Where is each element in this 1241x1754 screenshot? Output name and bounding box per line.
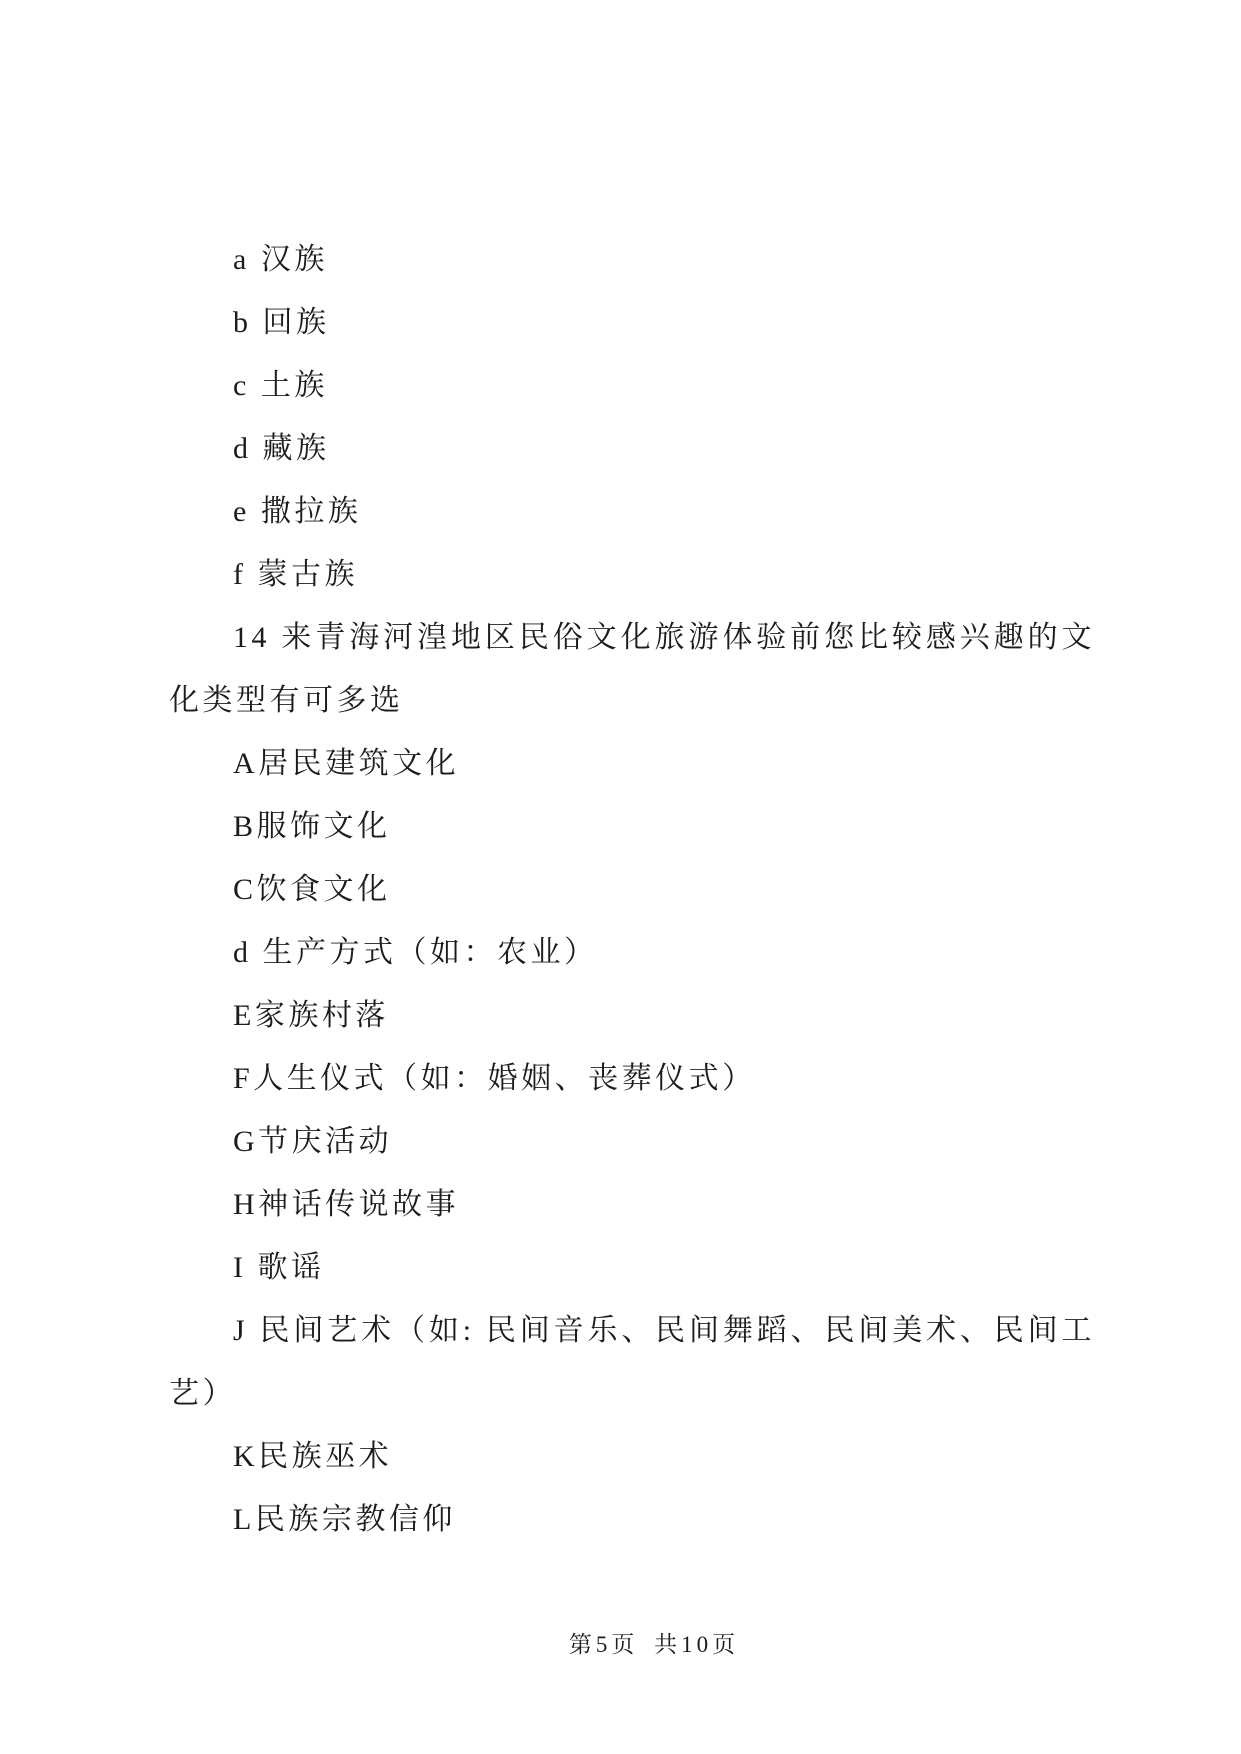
option-B-clothing: B服饰文化 bbox=[233, 810, 391, 843]
document-body bbox=[169, 228, 1095, 1551]
option-b-hui: b 回族 bbox=[233, 306, 330, 339]
option-L-religion: L民族宗教信仰 bbox=[233, 1503, 456, 1536]
option-H-myth: H神话传说故事 bbox=[233, 1188, 460, 1221]
option-I-song: I 歌谣 bbox=[233, 1251, 325, 1284]
option-F-ceremony: F人生仪式（如：婚姻、丧葬仪式） bbox=[233, 1062, 756, 1095]
option-J-folk-art: J 民间艺术（如: 民间音乐、民间舞蹈、民间美术、民间工艺） bbox=[169, 1314, 1095, 1410]
option-e-sala: e 撒拉族 bbox=[233, 495, 362, 528]
option-a-han: a 汉族 bbox=[233, 243, 328, 276]
page-number: 第5页 共10页 bbox=[568, 1632, 740, 1657]
option-G-festival: G节庆活动 bbox=[233, 1125, 393, 1158]
option-c-tu: c 土族 bbox=[233, 369, 328, 402]
option-K-witchcraft: K民族巫术 bbox=[233, 1440, 393, 1473]
option-A-architecture: A居民建筑文化 bbox=[233, 747, 460, 780]
option-f-menggu: f 蒙古族 bbox=[233, 558, 358, 591]
option-d-zang: d 藏族 bbox=[233, 432, 330, 465]
option-d-production: d 生产方式（如：农业） bbox=[233, 936, 598, 969]
option-E-village: E家族村落 bbox=[233, 999, 389, 1032]
option-C-food: C饮食文化 bbox=[233, 873, 391, 906]
question-14: 14 来青海河湟地区民俗文化旅游体验前您比较感兴趣的文化类型有可多选 bbox=[169, 621, 1095, 717]
